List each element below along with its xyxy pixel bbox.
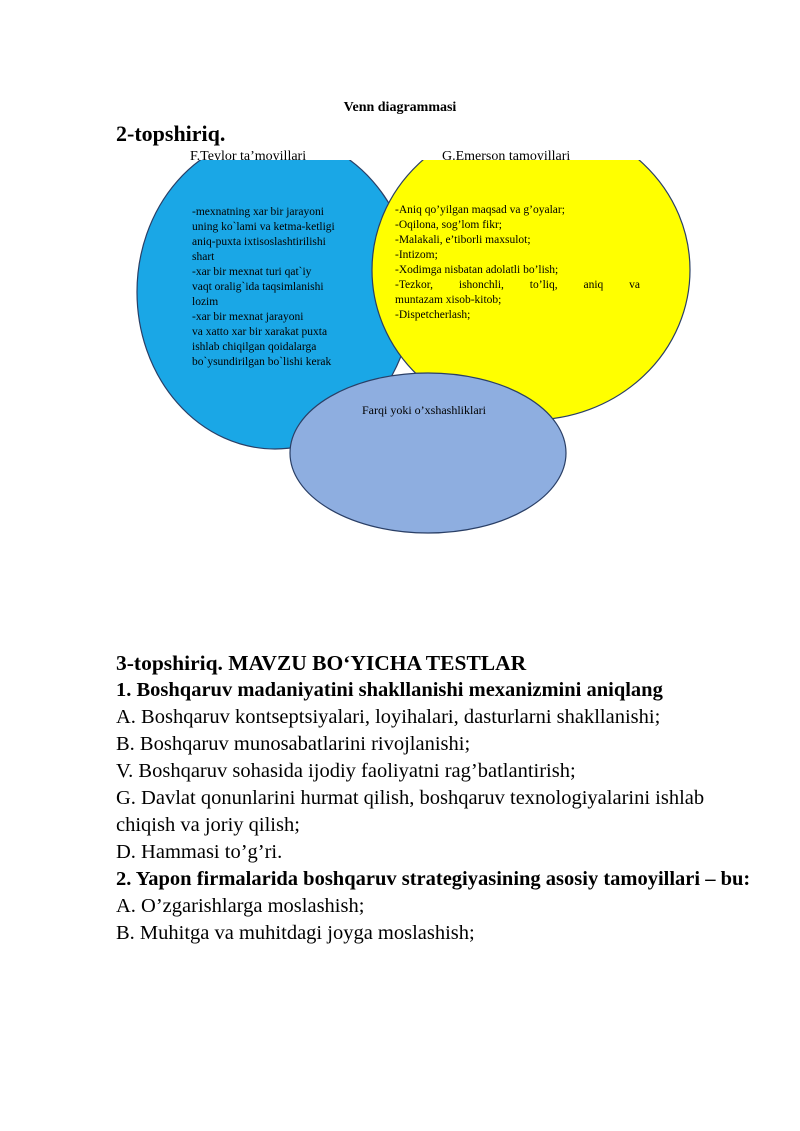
right-circle-text bbox=[395, 203, 640, 323]
right-line: -Intizom; bbox=[395, 249, 438, 261]
left-line: lozim bbox=[192, 296, 219, 308]
left-line: shart bbox=[192, 251, 215, 263]
q1-option-a: A. Boshqaruv kontseptsiyalari, loyihalari, dasturlarni shakllanishi; bbox=[116, 706, 661, 728]
question-1: 1. Boshqaruv madaniyatini shakllanishi mexanizmini aniqlang bbox=[116, 679, 663, 701]
task2-heading: 2-topshiriq. bbox=[116, 121, 226, 146]
left-line: aniq-puxta ixtisoslashtirilishi bbox=[192, 236, 326, 248]
right-line: -Dispetcherlash; bbox=[395, 309, 471, 321]
right-line: -Xodimga nisbatan adolatli bo’lish; bbox=[395, 264, 559, 276]
left-line: bo`ysundirilgan bo`lishi kerak bbox=[192, 356, 332, 368]
left-line: uning ko`lami va ketma-ketligi bbox=[192, 221, 335, 233]
left-line: -xar bir mexnat jarayoni bbox=[192, 311, 304, 323]
question-2: 2. Yapon firmalarida boshqaruv strategiyasining asosiy tamoyillari – bu: bbox=[116, 868, 751, 890]
right-line: -Oqilona, sog’lom fikr; bbox=[395, 219, 502, 231]
overlap-label: Farqi yoki o’xshashliklari bbox=[362, 403, 486, 417]
q1-option-g: G. Davlat qonunlarini hurmat qilish, boshqaruv texnologiyalarini ishlab chiqish va joriy qilish; bbox=[116, 787, 705, 836]
q2-option-b: B. Muhitga va muhitdagi joyga moslashish; bbox=[116, 922, 475, 944]
q1-option-v: V. Boshqaruv sohasida ijodiy faoliyatni rag’batlantirish; bbox=[116, 760, 576, 782]
q1-option-b: B. Boshqaruv munosabatlarini rivojlanishi; bbox=[116, 733, 471, 755]
left-line: vaqt oralig`ida taqsimlanishi bbox=[192, 281, 324, 293]
left-line: -xar bir mexnat turi qat`iy bbox=[192, 266, 312, 278]
right-line: muntazam xisob-kitob; bbox=[395, 294, 502, 306]
right-circle-label: G.Emerson tamoyillari bbox=[442, 149, 571, 164]
diagram-title: Venn diagrammasi bbox=[343, 100, 457, 115]
right-line: -Tezkor, ishonchli, to’liq, aniq va bbox=[395, 279, 640, 291]
left-circle-text bbox=[192, 205, 397, 370]
q1-option-d: D. Hammasi to’g’ri. bbox=[116, 841, 283, 863]
left-line: va xatto xar bir xarakat puxta bbox=[192, 326, 328, 338]
q2-option-a: A. O’zgarishlarga moslashish; bbox=[116, 895, 365, 917]
left-line: ishlab chiqilgan qoidalarga bbox=[192, 341, 317, 353]
left-circle-label: F.Teylor ta’moyillari bbox=[190, 149, 307, 164]
left-line: -mexnatning xar bir jarayoni bbox=[192, 206, 324, 218]
right-line: -Malakali, e’tiborli maxsulot; bbox=[395, 234, 531, 246]
tests-heading: 3-topshiriq. MAVZU BO‘YICHA TESTLAR bbox=[116, 651, 527, 675]
tests-section bbox=[116, 650, 766, 947]
overlap-circle bbox=[290, 373, 566, 533]
right-line: -Aniq qo’yilgan maqsad va g’oyalar; bbox=[395, 204, 565, 216]
